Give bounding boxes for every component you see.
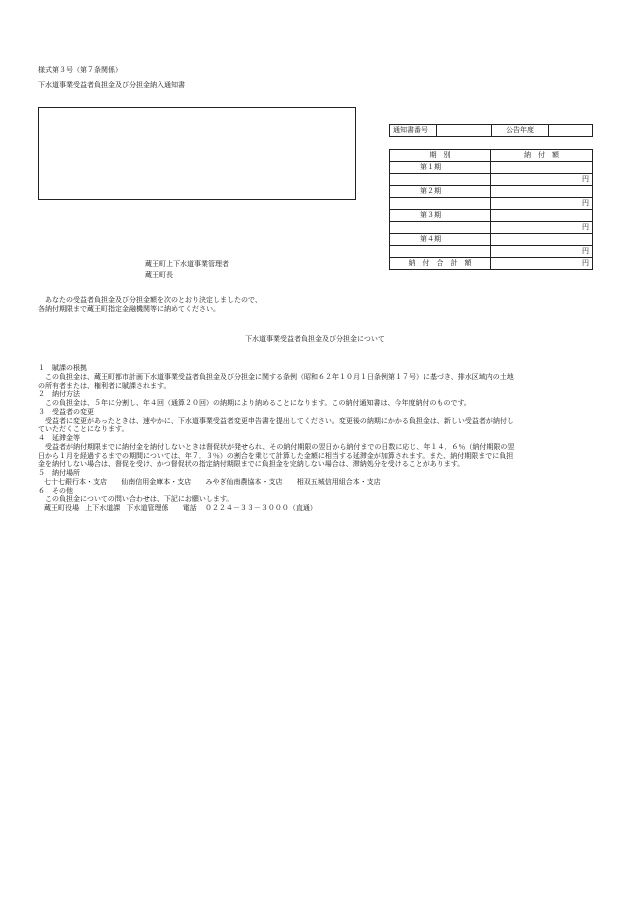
payment-table — [389, 149, 593, 270]
bank-item: みやぎ仙南農協本・支店 — [205, 477, 283, 486]
section-3-text: 受益者に変更があったときは、速やかに、下水道事業受益者変更申告書を提出してください。変更後の納期にかかる負担金は、新しい受益者が納付し — [38, 416, 514, 425]
section-1-text: の所有者または、権利者に賦課されます。 — [38, 381, 171, 390]
period-amount — [491, 162, 593, 174]
intro-line-1: あなたの受益者負担金及び分担金額を次のとおり決定しましたので、 — [38, 296, 262, 304]
col-period: 期 別 — [390, 150, 491, 162]
section-3-text: ていただくことになります。 — [38, 425, 129, 434]
section-6-text: この負担金についての問い合わせは、下記にお願いします。 — [38, 495, 234, 504]
table-row — [390, 210, 593, 222]
table-row — [390, 162, 593, 174]
section-5-title: ５ 納付場所 — [38, 469, 80, 477]
section-1-title: １ 賦課の根拠 — [38, 364, 87, 372]
yen-unit: 円 — [491, 174, 593, 186]
section-2-text: この負担金は、５年に分割し、年４回（通算２０回）の納期により納めることになります。この納付通知書は、今年度納付のものです。 — [38, 399, 471, 407]
bank-list — [38, 478, 594, 487]
table-row — [390, 186, 593, 198]
period-label: 第３期 — [390, 210, 491, 222]
table-row — [390, 234, 593, 246]
explanation-body — [38, 364, 594, 513]
contact-phone: ０２２４－３３－３０００（直通） — [204, 504, 317, 512]
bank-item: 七十七銀行本・支店 — [44, 477, 107, 486]
issuer-block — [145, 260, 229, 282]
section-1-text: この負担金は、蔵王町都市計画下水道事業受益者負担金及び分担金に関する条例（昭和６２年１０月１日条例第１７号）に基づき、排水区域内の土地 — [38, 372, 514, 381]
yen-unit: 円 — [491, 198, 593, 210]
issuer-manager: 蔵王町上下水道事業管理者 — [145, 260, 229, 268]
period-blank — [390, 198, 491, 210]
table-row — [390, 174, 593, 186]
intro-text — [38, 296, 598, 314]
period-label: 第２期 — [390, 186, 491, 198]
bank-item: 相双五城信用組合本・支店 — [296, 477, 381, 486]
period-label: 第４期 — [390, 234, 491, 246]
document-title: 下水道事業受益者負担金及び分担金納入通知書 — [38, 81, 185, 89]
table-row — [390, 198, 593, 210]
period-amount — [491, 234, 593, 246]
notice-number-value — [437, 125, 492, 137]
payment-table-header — [390, 150, 593, 162]
section-4-text: 日から１月を経過するまでの期間については、年７．３％）の割合を乗じて計算した金額に相当する延滞金が加算されます。また、納付期限までに負担 — [38, 451, 514, 460]
section-title: 下水道事業受益者負担金及び分担金について — [245, 335, 385, 343]
yen-unit: 円 — [491, 222, 593, 234]
period-blank — [390, 174, 491, 186]
total-label: 納 付 合 計 額 — [390, 258, 491, 270]
contact-phone-label: 電話 — [182, 504, 197, 512]
period-amount — [491, 210, 593, 222]
section-6-title: ６ その他 — [38, 486, 73, 495]
notice-year-label: 公告年度 — [492, 125, 549, 137]
intro-line-2: 各納付期限まで蔵王町指定金融機関等に納めてください。 — [38, 304, 220, 313]
issuer-mayor: 蔵王町長 — [145, 270, 173, 279]
notice-year-value — [549, 125, 593, 137]
period-blank — [390, 222, 491, 234]
section-2-title: ２ 納付方法 — [38, 390, 80, 399]
bank-item: 仙南信用金庫本・支店 — [121, 477, 192, 486]
section-4-text: 受益者が納付期限までに納付金を納付しないときは督促状が発せられ、その納付期限の翌日から納付までの日数に応じ、年１４．６％（納付期限の翌 — [38, 442, 515, 451]
section-4-title: ４ 延滞金等 — [38, 434, 80, 442]
contact-section: 下水道管理係 — [126, 504, 169, 512]
section-4-text: 金を納付しない場合は、督促を受け、かつ督促状の指定納付期限までに負担金を完納しない場合は、滞納処分を受けることがあります。 — [38, 460, 465, 469]
total-row — [390, 258, 593, 270]
address-box — [38, 107, 356, 200]
section-3-title: ３ 受益者の変更 — [38, 407, 94, 416]
period-label: 第１期 — [390, 162, 491, 174]
form-number: 様式第３号（第７条関係） — [38, 66, 122, 74]
contact-office: 蔵王町役場 — [44, 504, 79, 512]
notice-info-table — [389, 124, 593, 137]
total-yen: 円 — [491, 258, 593, 270]
table-row — [390, 222, 593, 234]
col-amount: 納 付 額 — [491, 150, 593, 162]
period-amount — [491, 186, 593, 198]
yen-unit: 円 — [491, 246, 593, 258]
notice-number-label: 通知書番号 — [390, 125, 437, 137]
contact-dept: 上下水道課 — [85, 504, 121, 512]
contact-info — [38, 504, 594, 513]
period-blank — [390, 246, 491, 258]
table-row — [390, 246, 593, 258]
